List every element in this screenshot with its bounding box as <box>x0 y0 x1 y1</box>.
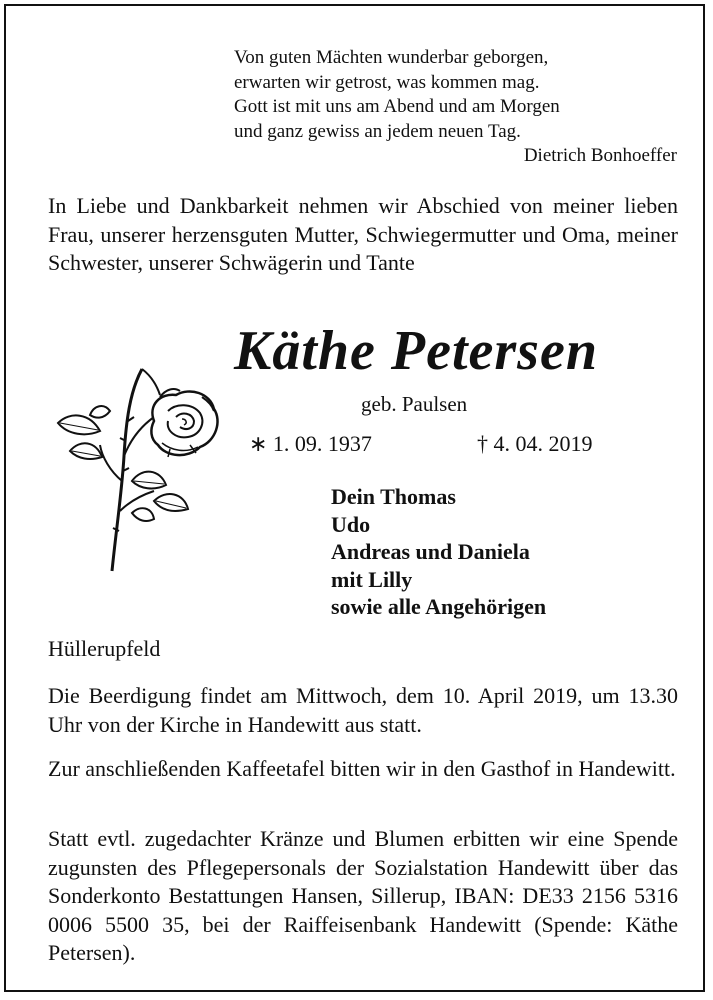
death-date: † 4. 04. 2019 <box>477 431 593 456</box>
family-member: Andreas und Daniela <box>331 539 530 564</box>
reception-info: Zur anschließenden Kaffeetafel bitten wir in den Gasthof in Handewitt. <box>48 756 676 781</box>
poem-line: erwarten wir getrost, was kommen mag. <box>234 71 540 93</box>
family-member: Dein Thomas <box>331 484 456 509</box>
donation-info: Statt evtl. zugedachter Kränze und Blumen erbitten wir eine Spende zugunsten des Pflegepersonals der Sozialstation Handewitt über das Sonderkonto Bestattungen Hansen, Sillerup, IBAN: DE33 2156 5316 0006 5500 35, bei der Raiffeisenbank Handewitt (Spende: Käthe Petersen). <box>48 826 678 965</box>
deceased-name: Käthe Petersen <box>234 320 598 382</box>
intro-text: In Liebe und Dankbarkeit nehmen wir Abschied von meiner lieben Frau, unserer herzensguten Mutter, Schwiegermutter und Oma, meiner Schwester, unserer Schwägerin und Tante <box>48 193 678 275</box>
birth-name: geb. Paulsen <box>361 392 468 416</box>
birth-date: ∗ 1. 09. 1937 <box>249 431 372 456</box>
family-member: Udo <box>331 511 371 537</box>
poem <box>234 46 684 169</box>
family-list <box>331 483 671 621</box>
place-name: Hüllerupfeld <box>48 636 161 661</box>
family-member: sowie alle Angehörigen <box>331 594 547 619</box>
family-member: mit Lilly <box>331 566 413 592</box>
funeral-info: Die Beerdigung findet am Mittwoch, dem 10. April 2019, um 13.30 Uhr von der Kirche in Handewitt aus statt. <box>48 683 678 737</box>
poem-line: und ganz gewiss an jedem neuen Tag. <box>234 120 521 142</box>
rose-icon <box>50 361 230 581</box>
obituary-frame <box>4 4 705 992</box>
poem-line: Gott ist mit uns am Abend und am Morgen <box>234 96 560 117</box>
poem-author: Dietrich Bonhoeffer <box>523 145 677 166</box>
poem-line: Von guten Mächten wunderbar geborgen, <box>234 47 549 68</box>
